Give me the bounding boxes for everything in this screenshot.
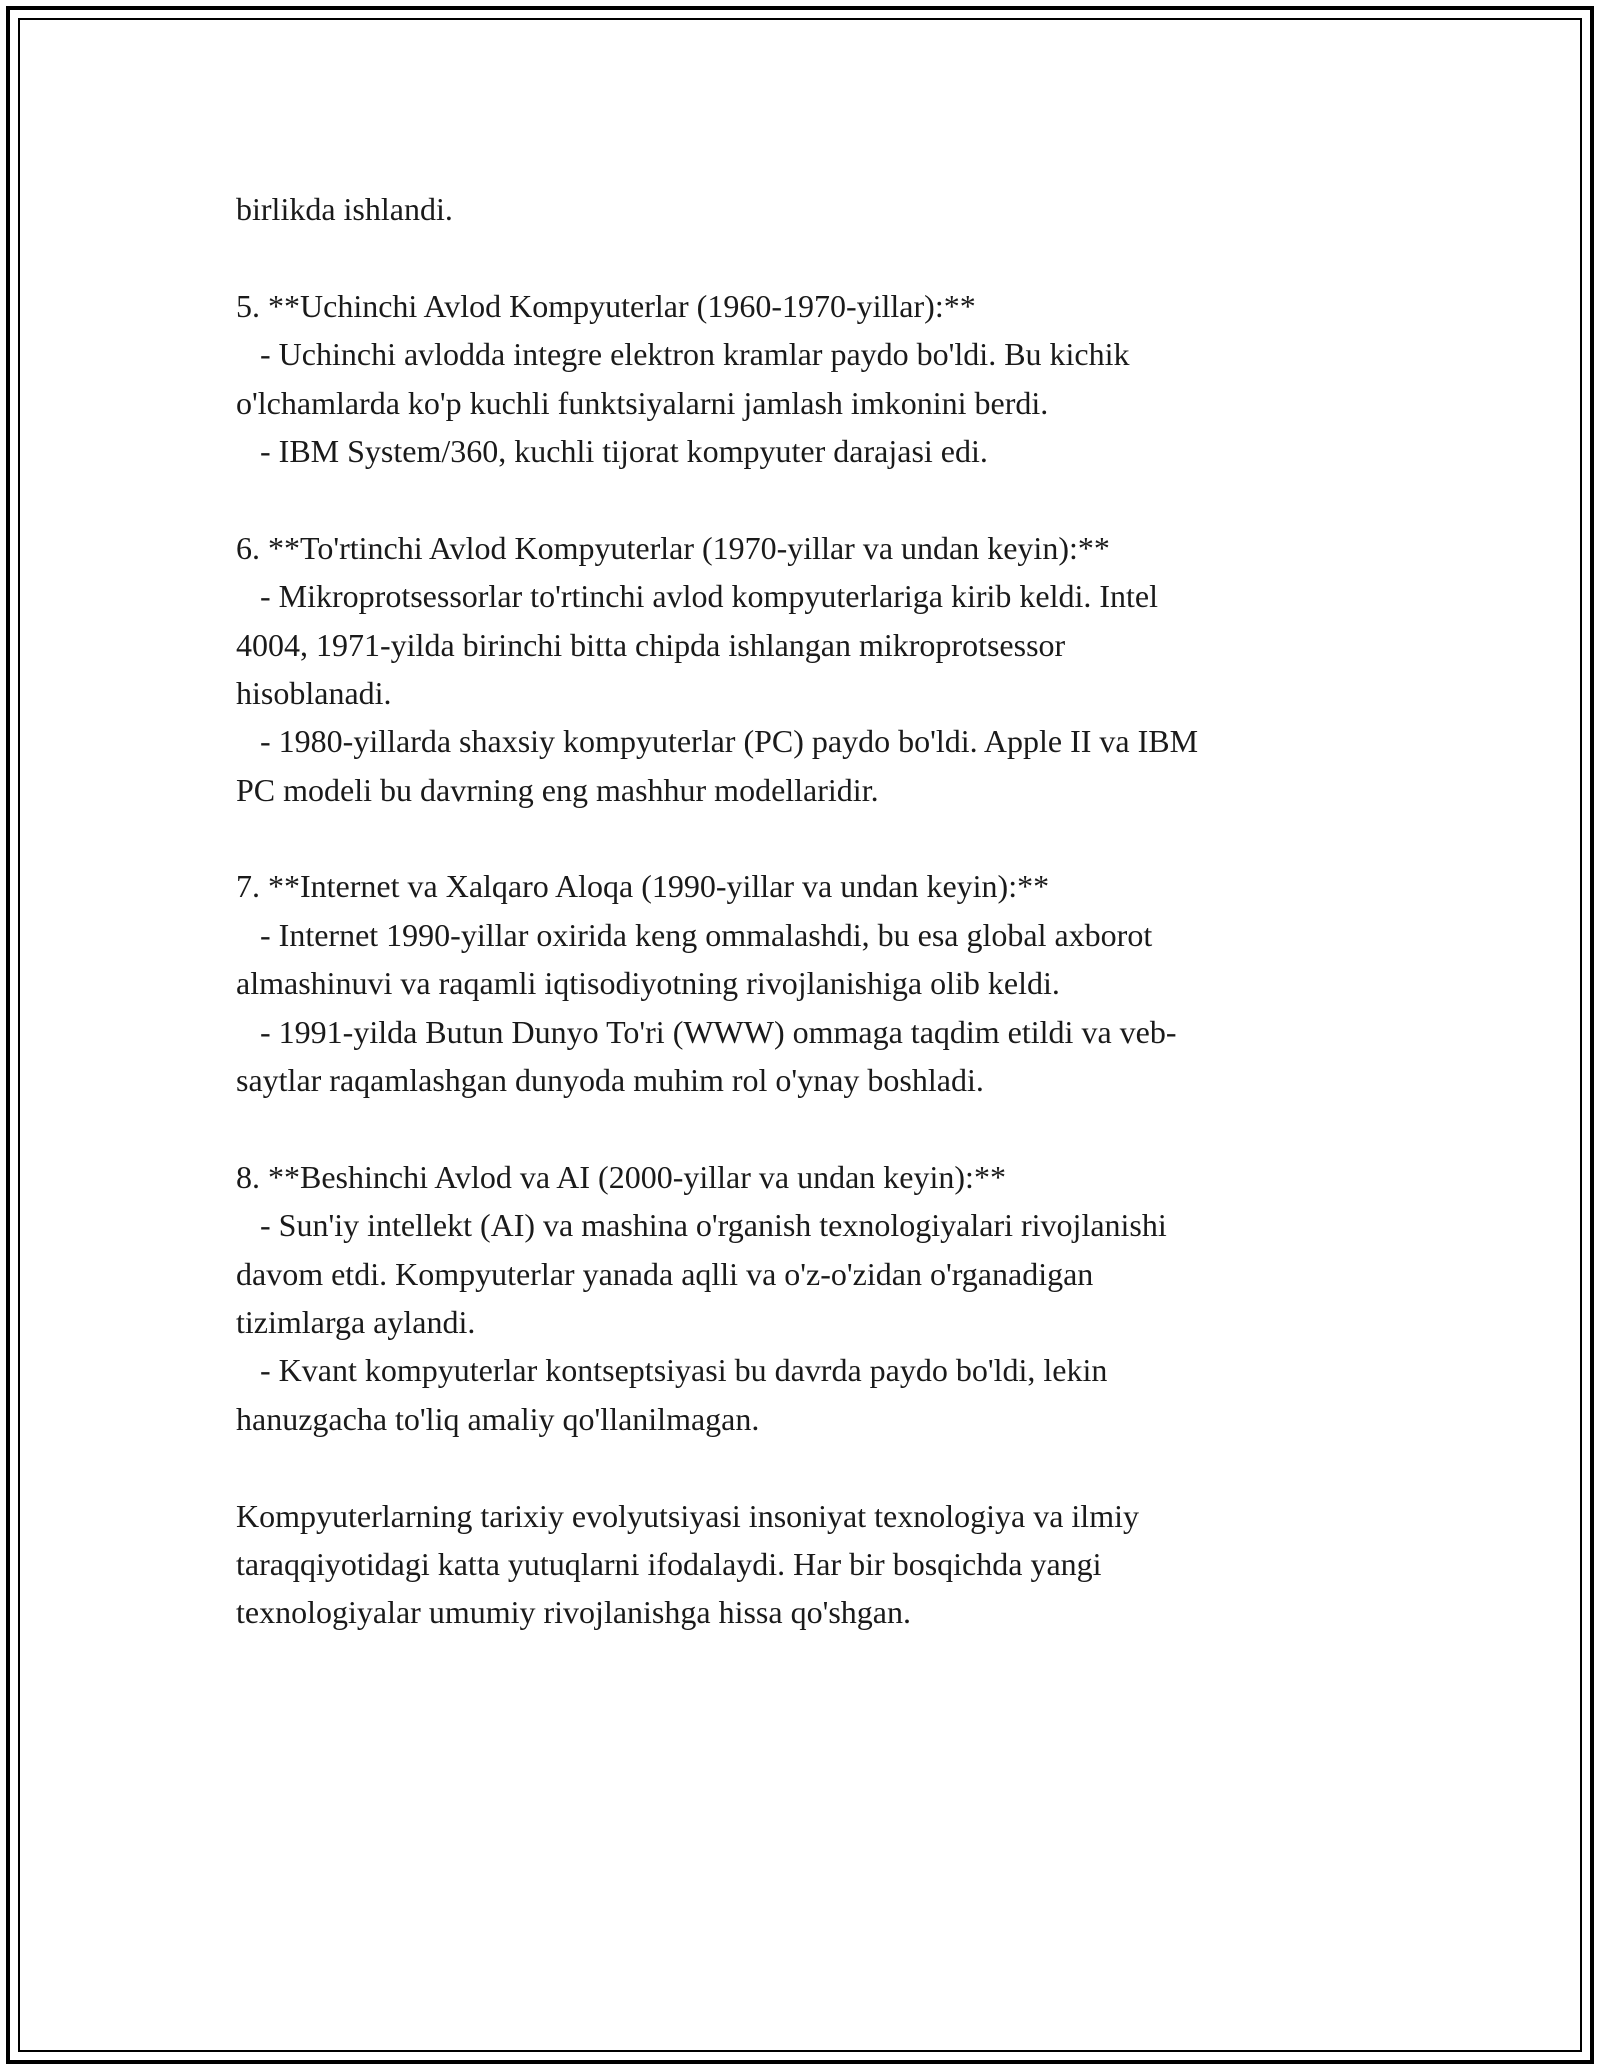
section-line: PC modeli bu davrning eng mashhur modellaridir. [236, 771, 879, 808]
section-5 [236, 282, 1366, 476]
document-body [236, 185, 1366, 1637]
section-line: - Mikroprotsessorlar to'rtinchi avlod kompyuterlariga kirib keldi. Intel [236, 578, 1158, 615]
section-line: - Uchinchi avlodda integre elektron kramlar paydo bo'ldi. Bu kichik [236, 336, 1130, 373]
section-7 [236, 862, 1366, 1104]
section-line: - 1991-yilda Butun Dunyo To'ri (WWW) ommaga taqdim etildi va veb- [236, 1013, 1177, 1050]
intro-line: birlikda ishlandi. [236, 191, 453, 227]
section-8 [236, 1153, 1366, 1443]
paragraph-gap [236, 1104, 1366, 1152]
section-line: - Kvant kompyuterlar kontseptsiyasi bu davrda paydo bo'ldi, lekin [236, 1352, 1108, 1389]
paragraph-gap [236, 233, 1366, 281]
section-line: davom etdi. Kompyuterlar yanada aqlli va o'z-o'zidan o'rganadigan [236, 1255, 1094, 1292]
section-line: o'lchamlarda ko'p kuchli funktsiyalarni jamlash imkonini berdi. [236, 384, 1049, 421]
paragraph-gap [236, 814, 1366, 862]
section-heading: 5. **Uchinchi Avlod Kompyuterlar (1960-1970-yillar):** [236, 287, 976, 324]
paragraph-gap [236, 475, 1366, 523]
section-heading: 8. **Beshinchi Avlod va AI (2000-yillar va undan keyin):** [236, 1158, 1006, 1195]
section-line: - Internet 1990-yillar oxirida keng ommalashdi, bu esa global axborot [236, 916, 1153, 953]
conclusion-line: texnologiyalar umumiy rivojlanishga hissa qo'shgan. [236, 1594, 911, 1631]
section-line: - IBM System/360, kuchli tijorat kompyuter darajasi edi. [236, 432, 988, 469]
section-line: almashinuvi va raqamli iqtisodiyotning rivojlanishiga olib keldi. [236, 965, 1060, 1002]
section-line: tizimlarga aylandi. [236, 1303, 476, 1340]
conclusion-line: taraqqiyotidagi katta yutuqlarni ifodalaydi. Har bir bosqichda yangi [236, 1545, 1102, 1582]
section-line: - Sun'iy intellekt (AI) va mashina o'rganish texnologiyalari rivojlanishi [236, 1207, 1167, 1244]
section-line: - 1980-yillarda shaxsiy kompyuterlar (PC) paydo bo'ldi. Apple II va IBM [236, 723, 1199, 760]
section-line: hisoblanadi. [236, 674, 392, 711]
section-heading: 7. **Internet va Xalqaro Aloqa (1990-yillar va undan keyin):** [236, 868, 1050, 905]
section-line: 4004, 1971-yilda birinchi bitta chipda ishlangan mikroprotsessor [236, 626, 1066, 663]
section-6 [236, 524, 1366, 814]
paragraph-gap [236, 1443, 1366, 1491]
section-line: saytlar raqamlashgan dunyoda muhim rol o'ynay boshladi. [236, 1062, 984, 1099]
conclusion-paragraph [236, 1492, 1366, 1637]
section-line: hanuzgacha to'liq amaliy qo'llanilmagan. [236, 1400, 760, 1437]
conclusion-line: Kompyuterlarning tarixiy evolyutsiyasi insoniyat texnologiya va ilmiy [236, 1497, 1139, 1534]
section-heading: 6. **To'rtinchi Avlod Kompyuterlar (1970-yillar va undan keyin):** [236, 529, 1110, 566]
